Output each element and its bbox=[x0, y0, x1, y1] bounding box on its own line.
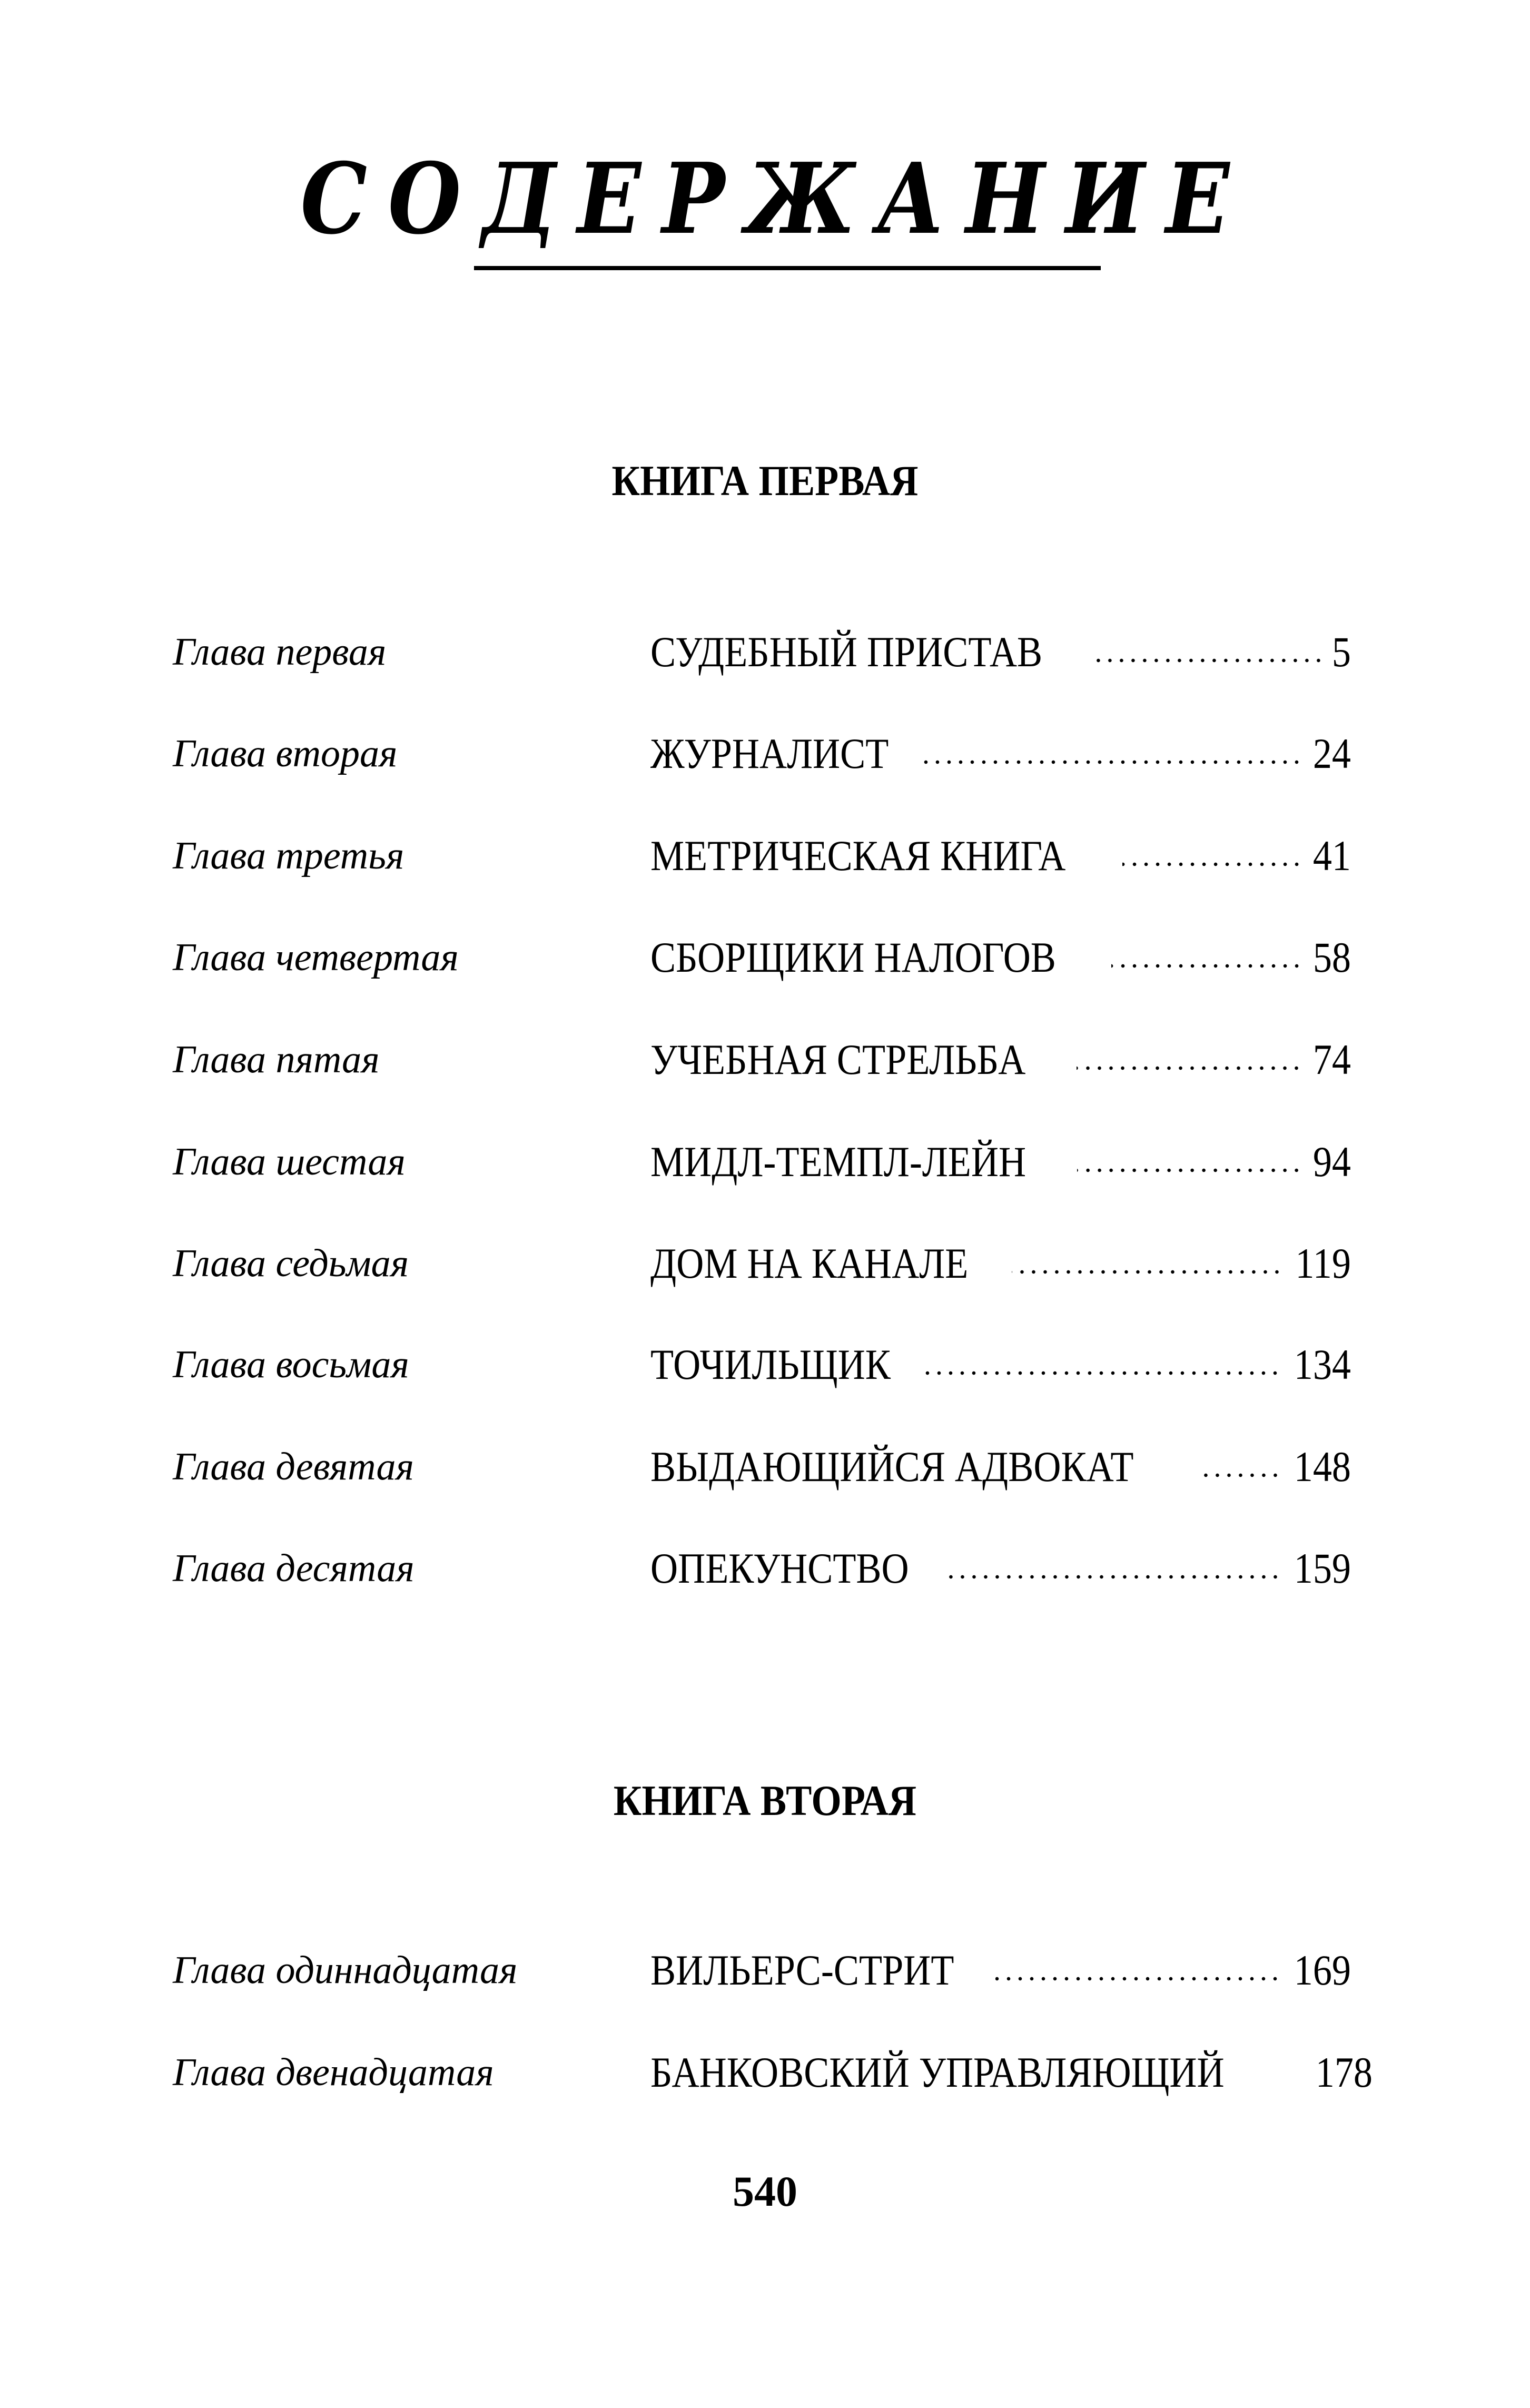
chapter-label: Глава третья bbox=[173, 834, 404, 877]
chapter-label: Глава одиннадцатая bbox=[173, 1949, 518, 1992]
toc-entry bbox=[0, 727, 1530, 780]
toc-entry bbox=[0, 1440, 1530, 1493]
dot-leader bbox=[1077, 1168, 1302, 1172]
dot-leader bbox=[1012, 1270, 1282, 1274]
chapter-label: Глава двенадцатая bbox=[173, 2051, 494, 2094]
chapter-entry bbox=[650, 626, 1351, 678]
dot-leader bbox=[1200, 1473, 1281, 1477]
dot-leader bbox=[923, 1371, 1281, 1375]
dot-leader bbox=[1122, 862, 1302, 866]
chapter-entry bbox=[650, 727, 1351, 780]
chapter-page: 159 bbox=[1294, 1544, 1351, 1592]
dot-leader bbox=[1096, 658, 1324, 663]
chapter-page: 94 bbox=[1312, 1138, 1351, 1186]
chapter-page: 5 bbox=[1331, 628, 1351, 676]
toc-entry bbox=[0, 2046, 1530, 2099]
book-heading-second: КНИГА ВТОРАЯ bbox=[613, 1777, 917, 1824]
chapter-title: ВИЛЬЕРС-СТРИТ bbox=[650, 1946, 954, 1994]
page-title-text: СОДЕРЖАНИЕ bbox=[300, 141, 1250, 256]
chapter-title: ОПЕКУНСТВО bbox=[650, 1544, 909, 1592]
chapter-title: УЧЕБНАЯ СТРЕЛЬБА bbox=[650, 1035, 1026, 1083]
chapter-title: СУДЕБНЫЙ ПРИСТАВ bbox=[650, 628, 1043, 676]
chapter-page: 119 bbox=[1295, 1239, 1351, 1287]
page-title bbox=[0, 141, 1530, 256]
chapter-entry bbox=[650, 1944, 1351, 1997]
chapter-page: 58 bbox=[1312, 933, 1351, 981]
chapter-page: 148 bbox=[1294, 1443, 1351, 1491]
chapter-page: 169 bbox=[1294, 1946, 1351, 1994]
toc-entry bbox=[0, 1338, 1530, 1391]
chapter-title: БАНКОВСКИЙ УПРАВЛЯЮЩИЙ bbox=[650, 2048, 1225, 2096]
dot-leader bbox=[921, 760, 1302, 764]
chapter-title: СБОРЩИКИ НАЛОГОВ bbox=[650, 933, 1056, 981]
dot-leader bbox=[1077, 1066, 1302, 1070]
book-heading-first: КНИГА ПЕРВАЯ bbox=[611, 457, 919, 505]
toc-entry bbox=[0, 1237, 1530, 1290]
dot-leader bbox=[1111, 964, 1302, 968]
chapter-title: ДОМ НА КАНАЛЕ bbox=[650, 1239, 969, 1287]
chapter-entry bbox=[650, 2046, 1373, 2099]
chapter-label: Глава четвертая bbox=[173, 936, 459, 979]
title-underline bbox=[474, 266, 1101, 270]
chapter-entry bbox=[650, 1338, 1351, 1391]
page-number: 540 bbox=[733, 2167, 797, 2215]
toc-entry bbox=[0, 1542, 1530, 1595]
chapter-label: Глава вторая bbox=[173, 732, 398, 775]
chapter-page: 74 bbox=[1312, 1035, 1351, 1083]
chapter-label: Глава седьмая bbox=[173, 1242, 409, 1285]
chapter-title: ВЫДАЮЩИЙСЯ АДВОКАТ bbox=[650, 1443, 1134, 1491]
chapter-entry bbox=[650, 1440, 1351, 1493]
chapter-entry bbox=[650, 1033, 1351, 1086]
toc-entry bbox=[0, 1944, 1530, 1997]
chapter-entry bbox=[650, 1237, 1351, 1290]
chapter-title: ЖУРНАЛИСТ bbox=[650, 729, 889, 777]
toc-entry bbox=[0, 626, 1530, 678]
chapter-page: 24 bbox=[1312, 729, 1351, 777]
chapter-label: Глава первая bbox=[173, 630, 387, 674]
chapter-label: Глава шестая bbox=[173, 1140, 406, 1183]
chapter-page: 134 bbox=[1294, 1340, 1351, 1388]
toc-entry bbox=[0, 830, 1530, 882]
chapter-entry bbox=[650, 1136, 1351, 1188]
chapter-title: МИДЛ-ТЕМПЛ-ЛЕЙН bbox=[650, 1138, 1026, 1186]
chapter-label: Глава десятая bbox=[173, 1547, 414, 1590]
chapter-title: МЕТРИЧЕСКАЯ КНИГА bbox=[650, 832, 1066, 880]
dot-leader bbox=[944, 1575, 1281, 1579]
chapter-title: ТОЧИЛЬЩИК bbox=[650, 1340, 891, 1388]
toc-entry bbox=[0, 1136, 1530, 1188]
chapter-entry bbox=[650, 830, 1351, 882]
chapter-label: Глава восьмая bbox=[173, 1343, 409, 1386]
toc-entry bbox=[0, 931, 1530, 984]
toc-entry bbox=[0, 1033, 1530, 1086]
chapter-page: 41 bbox=[1312, 832, 1351, 880]
chapter-entry bbox=[650, 931, 1351, 984]
chapter-entry bbox=[650, 1542, 1351, 1595]
chapter-label: Глава девятая bbox=[173, 1445, 414, 1488]
dot-leader bbox=[995, 1977, 1281, 1981]
chapter-page: 178 bbox=[1316, 2048, 1373, 2096]
chapter-label: Глава пятая bbox=[173, 1038, 380, 1081]
